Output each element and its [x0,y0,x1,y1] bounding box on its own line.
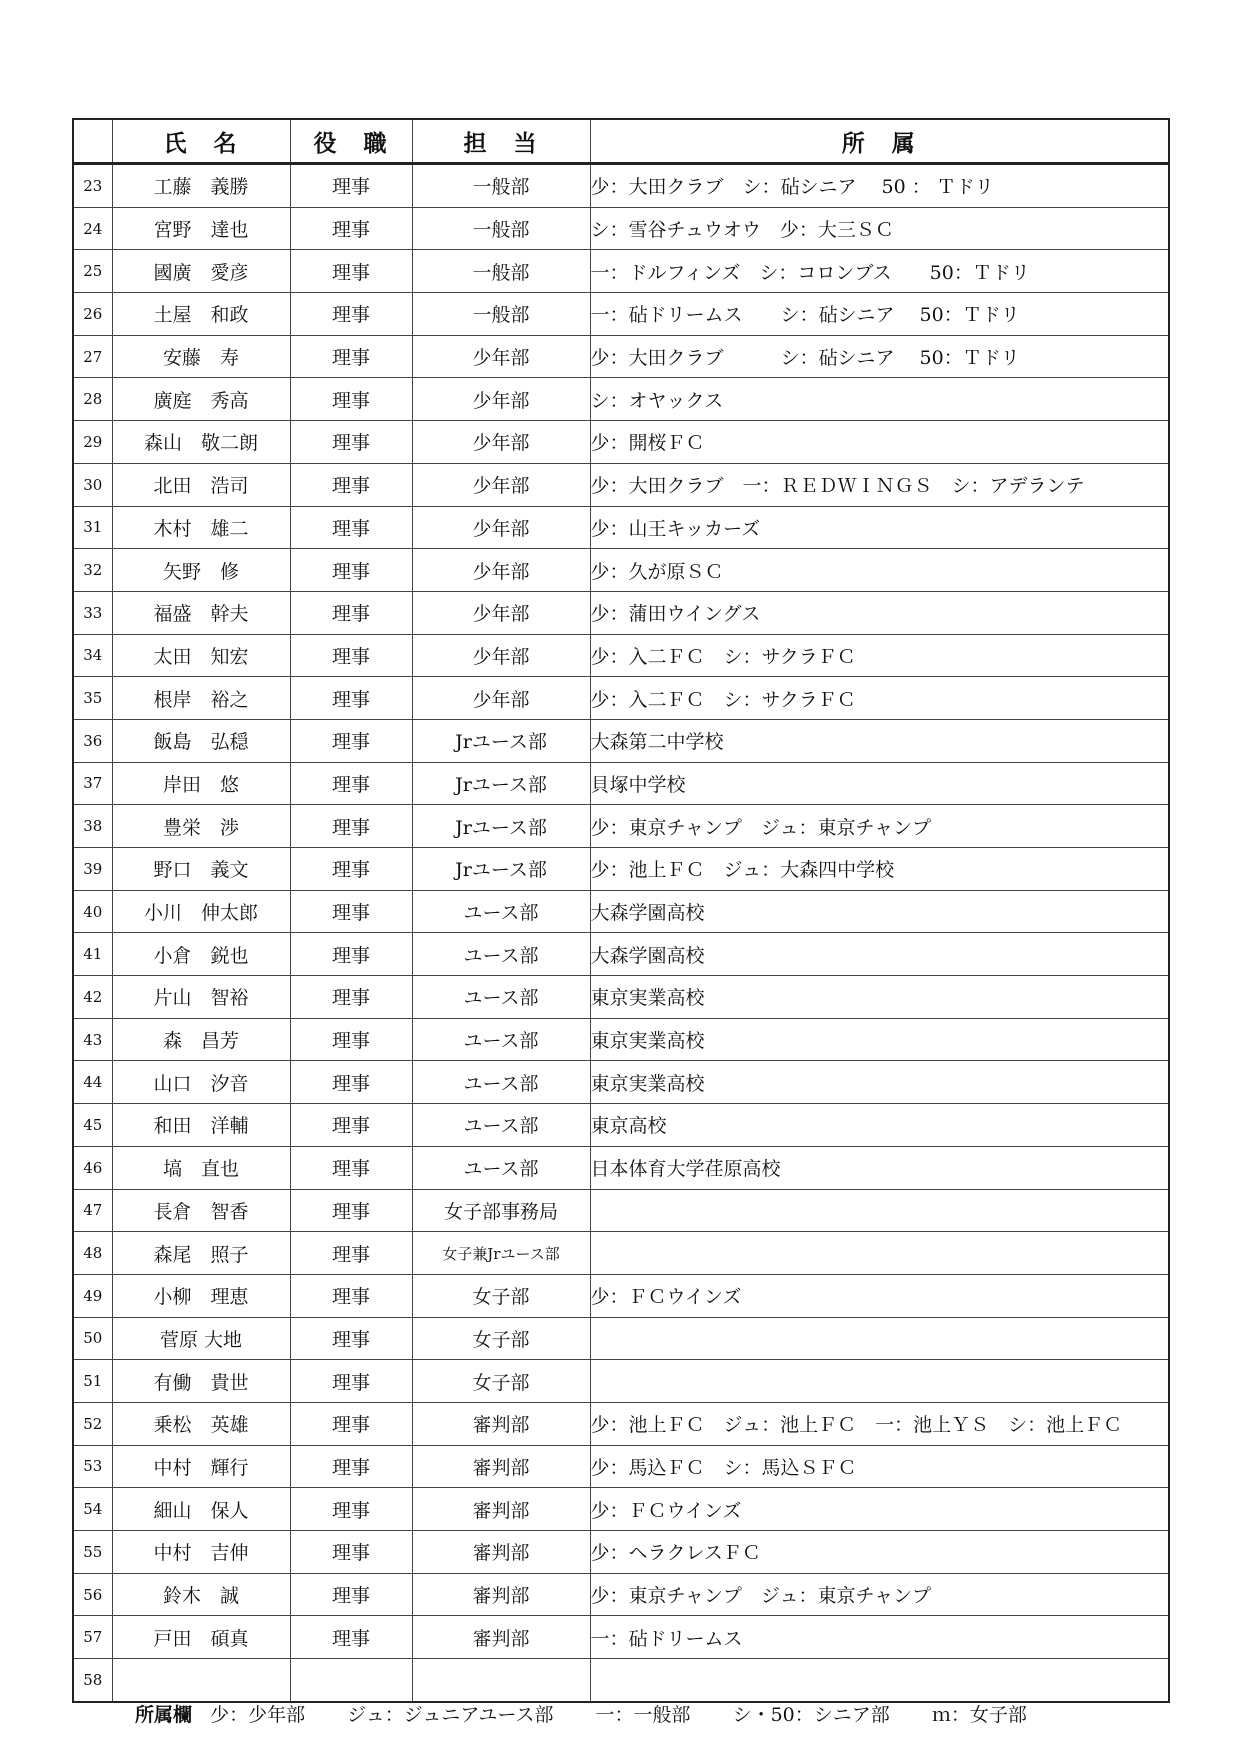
member-affiliation: 少：大田クラブ シ：砧シニア 50：Ｔドリ [590,335,1169,378]
member-department: ユース部 [412,1018,590,1061]
member-department: ユース部 [412,933,590,976]
member-name: 森山 敬二朗 [112,421,290,464]
member-name: 國廣 愛彦 [112,250,290,293]
row-number: 52 [73,1402,112,1445]
member-affiliation: 少：池上ＦＣ ジュ：大森四中学校 [590,848,1169,891]
member-department: 少年部 [412,549,590,592]
row-number: 43 [73,1018,112,1061]
member-name: 菅原 大地 [112,1317,290,1360]
member-name: 戸田 碩真 [112,1616,290,1659]
table-row [73,805,1169,848]
member-affiliation: シ：オヤックス [590,378,1169,421]
row-number: 30 [73,463,112,506]
table-body [73,164,1169,1702]
member-role: 理事 [290,634,412,677]
member-role: 理事 [290,1018,412,1061]
member-role: 理事 [290,1189,412,1232]
table-row [73,1018,1169,1061]
row-number: 26 [73,293,112,336]
member-affiliation: 東京実業高校 [590,1018,1169,1061]
row-number: 47 [73,1189,112,1232]
table-row [73,1402,1169,1445]
member-name [112,1659,290,1702]
row-number: 50 [73,1317,112,1360]
member-role: 理事 [290,293,412,336]
member-name: 土屋 和政 [112,293,290,336]
row-number: 31 [73,506,112,549]
member-role: 理事 [290,591,412,634]
member-role [290,1659,412,1702]
member-affiliation: 大森学園高校 [590,933,1169,976]
member-affiliation: シ：雪谷チュウオウ 少：大三ＳＣ [590,207,1169,250]
member-department: 審判部 [412,1402,590,1445]
member-role: 理事 [290,335,412,378]
member-name: 有働 貴世 [112,1360,290,1403]
member-affiliation: 少：東京チャンプ ジュ：東京チャンプ [590,1573,1169,1616]
member-affiliation: 少：ＦＣウインズ [590,1488,1169,1531]
member-affiliation: 少：東京チャンプ ジュ：東京チャンプ [590,805,1169,848]
member-role: 理事 [290,1317,412,1360]
row-number: 37 [73,762,112,805]
member-role: 理事 [290,463,412,506]
member-department: 少年部 [412,421,590,464]
member-name: 工藤 義勝 [112,164,290,208]
header-role: 役 職 [290,119,412,164]
member-role: 理事 [290,250,412,293]
member-name: 山口 汐音 [112,1061,290,1104]
member-department: 少年部 [412,677,590,720]
member-affiliation: 少：ＦＣウインズ [590,1274,1169,1317]
table-row [73,207,1169,250]
member-role: 理事 [290,421,412,464]
legend-item: シ・50：シニア部 [732,1704,890,1726]
member-department: ユース部 [412,976,590,1019]
table-row [73,1104,1169,1147]
table-row [73,1360,1169,1403]
member-name: 森尾 照子 [112,1232,290,1275]
member-department: ユース部 [412,1061,590,1104]
row-number: 25 [73,250,112,293]
member-name: 太田 知宏 [112,634,290,677]
member-name: 野口 義文 [112,848,290,891]
table-row [73,293,1169,336]
member-name: 塙 直也 [112,1146,290,1189]
member-affiliation: 東京高校 [590,1104,1169,1147]
member-name: 片山 智裕 [112,976,290,1019]
roster-table [72,118,1170,1703]
row-number: 42 [73,976,112,1019]
member-name: 鈴木 誠 [112,1573,290,1616]
member-department: 少年部 [412,591,590,634]
member-role: 理事 [290,805,412,848]
member-role: 理事 [290,1104,412,1147]
header-name: 氏 名 [112,119,290,164]
member-name: 宮野 達也 [112,207,290,250]
member-department: 女子部 [412,1317,590,1360]
member-role: 理事 [290,762,412,805]
table-row [73,1274,1169,1317]
row-number: 51 [73,1360,112,1403]
row-number: 33 [73,591,112,634]
row-number: 58 [73,1659,112,1702]
header-dept: 担 当 [412,119,590,164]
member-affiliation: 少：久が原ＳＣ [590,549,1169,592]
member-affiliation: 一：ドルフィンズ シ：コロンブス 50：Ｔドリ [590,250,1169,293]
member-name: 木村 雄二 [112,506,290,549]
table-row [73,719,1169,762]
member-name: 根岸 裕之 [112,677,290,720]
member-affiliation: 少：蒲田ウイングス [590,591,1169,634]
row-number: 29 [73,421,112,464]
member-role: 理事 [290,848,412,891]
affiliation-legend [135,1700,1175,1727]
member-department: 一般部 [412,293,590,336]
row-number: 27 [73,335,112,378]
member-department: ユース部 [412,890,590,933]
table-row [73,591,1169,634]
table-row [73,164,1169,208]
table-row [73,463,1169,506]
member-department: 少年部 [412,634,590,677]
member-affiliation: 少：大田クラブ シ：砧シニア 50 ： Ｔドリ [590,164,1169,208]
member-affiliation: 少：入二ＦＣ シ：サクラＦＣ [590,634,1169,677]
member-affiliation: 一：砧ドリームス [590,1616,1169,1659]
member-department: 少年部 [412,335,590,378]
member-role: 理事 [290,1616,412,1659]
member-name: 長倉 智香 [112,1189,290,1232]
member-department: 女子兼Jrユース部 [412,1232,590,1275]
member-affiliation: 大森第二中学校 [590,719,1169,762]
member-name: 和田 洋輔 [112,1104,290,1147]
member-department: Jrユース部 [412,762,590,805]
row-number: 28 [73,378,112,421]
member-affiliation: 大森学園高校 [590,890,1169,933]
legend-item: 少：少年部 [210,1704,306,1726]
member-name: 細山 保人 [112,1488,290,1531]
row-number: 35 [73,677,112,720]
table-row [73,1445,1169,1488]
member-affiliation: 少：池上ＦＣ ジュ：池上ＦＣ 一：池上ＹＳ シ：池上ＦＣ [590,1402,1169,1445]
member-affiliation: 少：馬込ＦＣ シ：馬込ＳＦＣ [590,1445,1169,1488]
member-affiliation [590,1189,1169,1232]
table-row [73,933,1169,976]
member-name: 中村 吉伸 [112,1531,290,1574]
member-department: 少年部 [412,506,590,549]
member-role: 理事 [290,1360,412,1403]
member-name: 小川 伸太郎 [112,890,290,933]
row-number: 39 [73,848,112,891]
member-department: 一般部 [412,207,590,250]
member-department: 審判部 [412,1616,590,1659]
member-role: 理事 [290,1531,412,1574]
member-affiliation: 少：ヘラクレスＦＣ [590,1531,1169,1574]
table-row [73,1573,1169,1616]
row-number: 36 [73,719,112,762]
member-department: Jrユース部 [412,805,590,848]
header-affiliation: 所 属 [590,119,1169,164]
member-name: 矢野 修 [112,549,290,592]
member-department: Jrユース部 [412,719,590,762]
row-number: 38 [73,805,112,848]
row-number: 40 [73,890,112,933]
member-role: 理事 [290,890,412,933]
member-department: ユース部 [412,1104,590,1147]
table-row [73,506,1169,549]
member-affiliation: 貝塚中学校 [590,762,1169,805]
member-department: 審判部 [412,1445,590,1488]
table-row [73,677,1169,720]
row-number: 49 [73,1274,112,1317]
member-role: 理事 [290,1274,412,1317]
table-row [73,1146,1169,1189]
member-name: 岸田 悠 [112,762,290,805]
member-department: Jrユース部 [412,848,590,891]
table-row [73,848,1169,891]
member-department: 少年部 [412,378,590,421]
member-affiliation [590,1360,1169,1403]
member-department: 一般部 [412,164,590,208]
row-number: 56 [73,1573,112,1616]
member-department: 女子部事務局 [412,1189,590,1232]
member-department [412,1659,590,1702]
member-name: 小柳 理恵 [112,1274,290,1317]
row-number: 55 [73,1531,112,1574]
table-row [73,1616,1169,1659]
legend-label: 所属欄 [135,1704,193,1726]
row-number: 32 [73,549,112,592]
member-affiliation: 東京実業高校 [590,1061,1169,1104]
member-name: 廣庭 秀高 [112,378,290,421]
table-row [73,549,1169,592]
member-department: 審判部 [412,1573,590,1616]
member-role: 理事 [290,1402,412,1445]
member-name: 小倉 鋭也 [112,933,290,976]
row-number: 48 [73,1232,112,1275]
member-affiliation: 少：大田クラブ 一：ＲＥＤＷＩＮＧＳ シ：アデランテ [590,463,1169,506]
member-department: 女子部 [412,1360,590,1403]
member-department: ユース部 [412,1146,590,1189]
legend-item: ジュ：ジュニアユース部 [347,1704,554,1726]
table-header [73,119,1169,164]
member-department: 審判部 [412,1531,590,1574]
member-name: 乗松 英雄 [112,1402,290,1445]
row-number: 41 [73,933,112,976]
table-row [73,976,1169,1019]
table-row [73,1061,1169,1104]
table-row [73,1317,1169,1360]
member-name: 飯島 弘穏 [112,719,290,762]
legend-item: ｍ：女子部 [931,1704,1027,1726]
row-number: 57 [73,1616,112,1659]
member-affiliation: 日本体育大学荏原高校 [590,1146,1169,1189]
member-role: 理事 [290,976,412,1019]
member-role: 理事 [290,1146,412,1189]
member-role: 理事 [290,378,412,421]
member-affiliation: 一：砧ドリームス シ：砧シニア 50：Ｔドリ [590,293,1169,336]
member-name: 福盛 幹夫 [112,591,290,634]
header-no [73,119,112,164]
member-role: 理事 [290,549,412,592]
member-role: 理事 [290,1573,412,1616]
row-number: 45 [73,1104,112,1147]
table-row [73,421,1169,464]
table-row [73,634,1169,677]
table-row [73,1189,1169,1232]
member-role: 理事 [290,506,412,549]
member-role: 理事 [290,164,412,208]
member-role: 理事 [290,1488,412,1531]
member-role: 理事 [290,207,412,250]
member-role: 理事 [290,677,412,720]
member-affiliation: 少：入二ＦＣ シ：サクラＦＣ [590,677,1169,720]
table-row [73,1659,1169,1702]
row-number: 44 [73,1061,112,1104]
member-department: 一般部 [412,250,590,293]
table-row [73,1232,1169,1275]
member-affiliation [590,1659,1169,1702]
row-number: 54 [73,1488,112,1531]
member-name: 安藤 寿 [112,335,290,378]
row-number: 46 [73,1146,112,1189]
member-affiliation: 少：開桜ＦＣ [590,421,1169,464]
header-row [73,119,1169,164]
legend-item: 一：一般部 [595,1704,691,1726]
member-affiliation: 東京実業高校 [590,976,1169,1019]
row-number: 24 [73,207,112,250]
table-row [73,1531,1169,1574]
member-role: 理事 [290,933,412,976]
table-row [73,378,1169,421]
member-role: 理事 [290,1061,412,1104]
member-department: 審判部 [412,1488,590,1531]
member-department: 少年部 [412,463,590,506]
row-number: 34 [73,634,112,677]
member-name: 中村 輝行 [112,1445,290,1488]
member-role: 理事 [290,1232,412,1275]
member-name: 森 昌芳 [112,1018,290,1061]
member-name: 北田 浩司 [112,463,290,506]
table-row [73,1488,1169,1531]
member-department: 女子部 [412,1274,590,1317]
row-number: 53 [73,1445,112,1488]
member-role: 理事 [290,1445,412,1488]
member-name: 豊栄 渉 [112,805,290,848]
table-row [73,250,1169,293]
member-affiliation [590,1317,1169,1360]
table-row [73,762,1169,805]
table-row [73,890,1169,933]
member-affiliation [590,1232,1169,1275]
row-number: 23 [73,164,112,208]
member-affiliation: 少：山王キッカーズ [590,506,1169,549]
table-row [73,335,1169,378]
member-role: 理事 [290,719,412,762]
